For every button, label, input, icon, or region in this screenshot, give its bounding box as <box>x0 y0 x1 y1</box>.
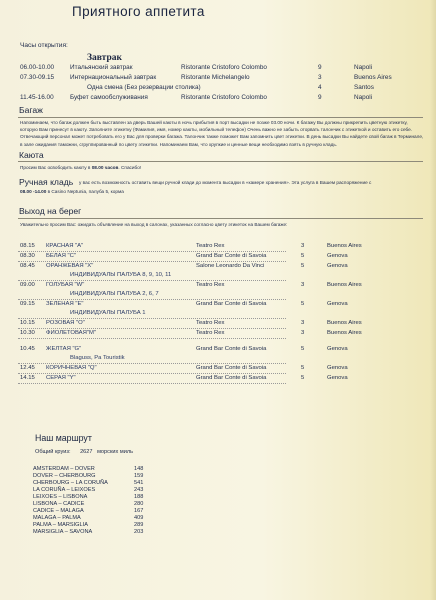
breakfast-deck: 4 <box>318 84 322 91</box>
breakfast-city: Santos <box>354 84 374 91</box>
route-leg-name: CHERBOURG – LA CORUÑA <box>33 480 108 486</box>
tag-color: КОРИЧНЕВАЯ "Q" <box>46 365 97 371</box>
breakfast-name: Интернациональный завтрак <box>70 74 157 81</box>
group-note: ИНДИВИДУАЛЫ ПАЛУБА 2, 6, 7 <box>70 291 159 297</box>
disembark-city: Buenos Aires <box>327 320 362 326</box>
opening-hours-label: Часы открытия: <box>20 42 68 49</box>
cabin-text: Просим Вас освободить каюту в 08.00 часов. Спасибо! <box>20 165 142 170</box>
tag-color: БЕЛАЯ "C" <box>46 253 76 259</box>
route-leg-name: DOVER – CHERBOURG <box>33 473 96 479</box>
disembark-time: 08.15 <box>20 243 35 249</box>
disembark-city: Buenos Aires <box>327 243 362 249</box>
baggage-text: Напоминаем, что багаж должен быть выставлен за дверь Вашей каюты в ночь прибытия в порт высадки не позже 03.00 ночи. К багажу Вы должны прикрепить цветную этикетку, которую Вам принесут в каюту. Заполните этикетку (Фамилия, имя, номер каюты, мобильный телефон) Очень важно не забыть оторвать талончик с этикеткой и оставить его себе. Отвечающий персонал может потребовать его у Вас для проверки багажа. Талончик также поможет Вам запомнить цвет этикетки. В день высадки Вы найдете свой багаж в Терминале, в зале ожидания таможни, сгруппированный по цвету этикетки. Напоминаем Вам, что хрупкие и ценные вещи необходимо взять в ручную кладь. <box>20 120 424 147</box>
tag-color: ЗЕЛЕНАЯ "E" <box>46 301 84 307</box>
disembark-venue: Salone Leonardo Da Vinci <box>196 263 265 269</box>
disembark-row <box>0 346 436 355</box>
tag-color: РОЗОВАЯ "O" <box>46 320 85 326</box>
disembark-deck: 3 <box>301 320 305 326</box>
breakfast-city: Napoli <box>354 64 373 71</box>
route-leg-miles: 409 <box>134 515 144 521</box>
route-leg-name: MALAGA – PALMA <box>33 515 81 521</box>
tag-color: СЕРАЯ "Y" <box>46 375 76 381</box>
route-leg-miles: 203 <box>134 529 144 535</box>
row-divider <box>18 280 286 281</box>
row-divider <box>18 383 286 384</box>
disembark-deck: 5 <box>301 253 305 259</box>
disembark-venue: Teatro Rex <box>196 320 225 326</box>
disembark-deck: 5 <box>301 263 305 269</box>
group-note: ИНДИВИДУАЛЫ ПАЛУБА 1 <box>70 310 146 316</box>
disembark-deck: 3 <box>301 243 305 249</box>
route-leg <box>33 529 183 537</box>
disembark-time: 08.45 <box>20 263 35 269</box>
row-divider <box>18 338 286 339</box>
disembark-text: Уважительно просим Вас: ожидать объявление на выход в салонах, указанных согласно цвету этикеток на Вашем багаже: <box>20 222 288 227</box>
tag-color: ГОЛУБАЯ "W" <box>46 282 85 288</box>
row-divider <box>18 363 286 364</box>
breakfast-city: Napoli <box>354 94 373 101</box>
route-leg-miles: 148 <box>134 466 144 472</box>
disembark-row <box>0 282 436 291</box>
disembark-venue: Teatro Rex <box>196 282 225 288</box>
disembark-time: 14.15 <box>20 375 35 381</box>
disembark-deck: 5 <box>301 375 305 381</box>
disembark-time: 12.45 <box>20 365 35 371</box>
tag-color: ЖЕЛТАЯ "G" <box>46 346 82 352</box>
row-divider <box>18 373 286 374</box>
disembark-venue: Grand Bar Conte di Savoia <box>196 365 267 371</box>
disembark-city: Genova <box>327 365 348 371</box>
breakfast-row <box>0 84 436 93</box>
breakfast-venue: Ristorante Cristoforo Colombo <box>181 94 267 101</box>
row-divider <box>18 261 286 262</box>
disembark-deck: 5 <box>301 301 305 307</box>
disembark-venue: Grand Bar Conte di Savoia <box>196 375 267 381</box>
breakfast-deck: 3 <box>318 74 322 81</box>
route-leg-name: LISBONA – CADICE <box>33 501 85 507</box>
disembark-city: Buenos Aires <box>327 330 362 336</box>
route-leg-miles: 541 <box>134 480 144 486</box>
disembark-city: Genova <box>327 301 348 307</box>
breakfast-time: 06.00-10.00 <box>20 64 55 71</box>
breakfast-name: Буфет самообслуживания <box>70 94 148 101</box>
disembark-row <box>0 301 436 310</box>
route-heading: Наш маршрут <box>35 433 92 443</box>
disembark-city: Genova <box>327 375 348 381</box>
disembark-deck: 3 <box>301 330 305 336</box>
route-total-value: 2627 <box>80 449 93 455</box>
breakfast-row <box>0 94 436 103</box>
disembark-heading: Выход на берег <box>19 206 82 216</box>
disembark-venue: Grand Bar Conte di Savoia <box>196 346 267 352</box>
disembark-time: 10.45 <box>20 346 35 352</box>
disembark-deck: 3 <box>301 282 305 288</box>
breakfast-time: 07.30-09.15 <box>20 74 55 81</box>
breakfast-venue: Ristorante Cristoforo Colombo <box>181 64 267 71</box>
breakfast-row <box>0 74 436 83</box>
route-total-unit: морских миль <box>97 449 134 455</box>
group-note: Blaguss, Pa Touristik <box>70 355 125 361</box>
breakfast-name: Одна смена (Без резервации столика) <box>87 84 201 91</box>
group-note: ИНДИВИДУАЛЫ ПАЛУБА 8, 9, 10, 11 <box>70 272 172 278</box>
breakfast-heading: Завтрак <box>87 53 122 63</box>
row-divider <box>18 299 286 300</box>
route-leg-name: MARSIGLIA – SAVONA <box>33 529 93 535</box>
route-total-label: Общий круиз: <box>35 449 71 455</box>
route-leg-name: LEIXOES – LISBONA <box>33 494 88 500</box>
row-divider <box>18 328 286 329</box>
tag-color: КРАСНАЯ "A" <box>46 243 84 249</box>
row-divider <box>18 318 286 319</box>
route-leg-name: LA CORUÑA – LEIXOES <box>33 487 96 493</box>
disembark-venue: Teatro Rex <box>196 243 225 249</box>
baggage-heading: Багаж <box>19 105 43 115</box>
tag-color: ФИОЛЕТОВАЯ"M" <box>46 330 96 336</box>
breakfast-time: 11.45-16.00 <box>20 94 54 101</box>
route-leg-miles: 243 <box>134 487 144 493</box>
page-title: Приятного аппетита <box>72 4 205 19</box>
disembark-deck: 5 <box>301 365 305 371</box>
disembark-city: Genova <box>327 263 348 269</box>
tag-color: ОРАНЖЕВАЯ "X" <box>46 263 94 269</box>
disembark-venue: Teatro Rex <box>196 330 225 336</box>
disembark-venue: Grand Bar Conte di Savoia <box>196 301 267 307</box>
route-leg-miles: 167 <box>134 508 144 514</box>
route-leg-miles: 159 <box>134 473 144 479</box>
disembark-time: 10.15 <box>20 320 35 326</box>
breakfast-deck: 9 <box>318 64 322 71</box>
disembark-city: Genova <box>327 346 348 352</box>
disembark-city: Genova <box>327 253 348 259</box>
hand-luggage-text-line1: у вас есть возможность оставить вещи ручной клади до момента высадки в «камере хранения». Эта услуга в Вашем распоряжение с <box>79 180 372 185</box>
route-leg-miles: 289 <box>134 522 144 528</box>
disembark-time: 09.15 <box>20 301 35 307</box>
breakfast-deck: 9 <box>318 94 322 101</box>
disembark-time: 09.00 <box>20 282 35 288</box>
breakfast-city: Buenos Aires <box>354 74 392 81</box>
disembark-row <box>0 263 436 272</box>
hand-luggage-text-line2: 08.00 -14.00 в Casino Neptunia, палуба 5, корма <box>20 189 124 194</box>
route-leg-miles: 280 <box>134 501 144 507</box>
route-total <box>35 449 133 455</box>
section-divider <box>18 161 423 162</box>
disembark-deck: 5 <box>301 346 305 352</box>
breakfast-venue: Ristorante Michelangelo <box>181 74 250 81</box>
route-leg-name: AMSTERDAM – DOVER <box>33 466 95 472</box>
hand-luggage-heading: Ручная кладь <box>19 177 74 187</box>
page-edge-shadow <box>430 0 436 600</box>
disembark-city: Buenos Aires <box>327 282 362 288</box>
disembark-time: 08.30 <box>20 253 35 259</box>
row-divider <box>18 251 286 252</box>
cabin-heading: Каюта <box>19 150 44 160</box>
breakfast-name: Итальянский завтрак <box>70 64 133 71</box>
route-leg-miles: 188 <box>134 494 144 500</box>
section-divider <box>18 218 423 219</box>
disembark-time: 10.30 <box>20 330 35 336</box>
route-leg-name: CADICE – MALAGA <box>33 508 84 514</box>
section-divider <box>18 117 423 118</box>
breakfast-row <box>0 64 436 73</box>
disembark-venue: Grand Bar Conte di Savoia <box>196 253 267 259</box>
route-leg-name: PALMA – MARSIGLIA <box>33 522 88 528</box>
